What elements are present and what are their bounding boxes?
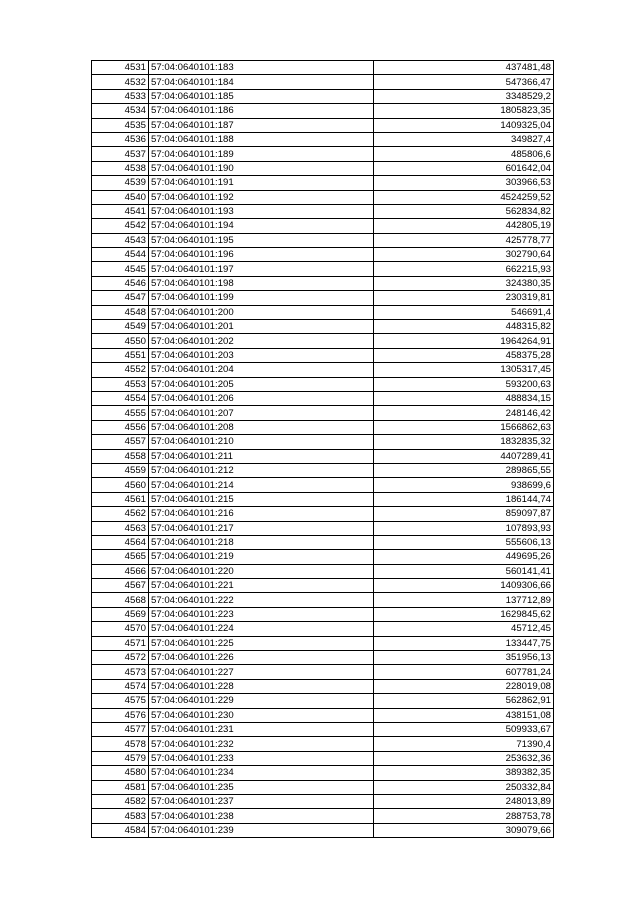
row-number-cell: 4561 [92, 492, 149, 506]
row-number-cell: 4542 [92, 219, 149, 233]
value-cell: 45712,45 [374, 622, 554, 636]
value-cell: 389382,35 [374, 766, 554, 780]
row-number-cell: 4548 [92, 305, 149, 319]
cadastral-number-cell: 57:04:0640101:194 [149, 219, 374, 233]
table-row [92, 89, 554, 103]
cadastral-number-cell: 57:04:0640101:217 [149, 521, 374, 535]
row-number-cell: 4578 [92, 737, 149, 751]
cadastral-number-cell: 57:04:0640101:235 [149, 780, 374, 794]
cadastral-number-cell: 57:04:0640101:198 [149, 276, 374, 290]
table-row [92, 823, 554, 837]
table-row [92, 636, 554, 650]
value-cell: 1805823,35 [374, 104, 554, 118]
value-cell: 547366,47 [374, 75, 554, 89]
value-cell: 1305317,45 [374, 363, 554, 377]
cadastral-number-cell: 57:04:0640101:203 [149, 348, 374, 362]
cadastral-number-cell: 57:04:0640101:195 [149, 233, 374, 247]
cadastral-number-cell: 57:04:0640101:214 [149, 478, 374, 492]
cadastral-number-cell: 57:04:0640101:191 [149, 176, 374, 190]
table-row [92, 593, 554, 607]
table-row [92, 190, 554, 204]
cadastral-number-cell: 57:04:0640101:200 [149, 305, 374, 319]
cadastral-number-cell: 57:04:0640101:189 [149, 147, 374, 161]
value-cell: 448315,82 [374, 320, 554, 334]
row-number-cell: 4545 [92, 262, 149, 276]
row-number-cell: 4547 [92, 291, 149, 305]
row-number-cell: 4575 [92, 694, 149, 708]
row-number-cell: 4569 [92, 607, 149, 621]
value-cell: 1629845,62 [374, 607, 554, 621]
cadastral-number-cell: 57:04:0640101:229 [149, 694, 374, 708]
value-cell: 349827,4 [374, 132, 554, 146]
value-cell: 107893,93 [374, 521, 554, 535]
row-number-cell: 4539 [92, 176, 149, 190]
row-number-cell: 4546 [92, 276, 149, 290]
cadastral-number-cell: 57:04:0640101:231 [149, 722, 374, 736]
cadastral-number-cell: 57:04:0640101:239 [149, 823, 374, 837]
table-row [92, 363, 554, 377]
cadastral-number-cell: 57:04:0640101:202 [149, 334, 374, 348]
value-cell: 662215,93 [374, 262, 554, 276]
table-row [92, 104, 554, 118]
table-row [92, 334, 554, 348]
value-cell: 324380,35 [374, 276, 554, 290]
table-row [92, 679, 554, 693]
value-cell: 485806,6 [374, 147, 554, 161]
row-number-cell: 4549 [92, 320, 149, 334]
row-number-cell: 4573 [92, 665, 149, 679]
table-row [92, 435, 554, 449]
row-number-cell: 4543 [92, 233, 149, 247]
value-cell: 309079,66 [374, 823, 554, 837]
value-cell: 560141,41 [374, 564, 554, 578]
row-number-cell: 4581 [92, 780, 149, 794]
row-number-cell: 4536 [92, 132, 149, 146]
row-number-cell: 4533 [92, 89, 149, 103]
row-number-cell: 4531 [92, 61, 149, 75]
table-row [92, 118, 554, 132]
value-cell: 425778,77 [374, 233, 554, 247]
cadastral-number-cell: 57:04:0640101:238 [149, 809, 374, 823]
value-cell: 859097,87 [374, 507, 554, 521]
value-cell: 607781,24 [374, 665, 554, 679]
value-cell: 186144,74 [374, 492, 554, 506]
cadastral-number-cell: 57:04:0640101:210 [149, 435, 374, 449]
table-row [92, 147, 554, 161]
table-row [92, 766, 554, 780]
table-row [92, 406, 554, 420]
table-row [92, 521, 554, 535]
table-row [92, 550, 554, 564]
cadastral-number-cell: 57:04:0640101:205 [149, 377, 374, 391]
cadastral-number-cell: 57:04:0640101:237 [149, 794, 374, 808]
cadastral-number-cell: 57:04:0640101:207 [149, 406, 374, 420]
table-row [92, 535, 554, 549]
row-number-cell: 4566 [92, 564, 149, 578]
table-row [92, 291, 554, 305]
row-number-cell: 4558 [92, 449, 149, 463]
table-row [92, 420, 554, 434]
value-cell: 3348529,2 [374, 89, 554, 103]
value-cell: 593200,63 [374, 377, 554, 391]
cadastral-number-cell: 57:04:0640101:228 [149, 679, 374, 693]
row-number-cell: 4564 [92, 535, 149, 549]
row-number-cell: 4579 [92, 751, 149, 765]
row-number-cell: 4535 [92, 118, 149, 132]
cadastral-number-cell: 57:04:0640101:212 [149, 463, 374, 477]
table-row [92, 176, 554, 190]
cadastral-number-cell: 57:04:0640101:224 [149, 622, 374, 636]
row-number-cell: 4538 [92, 161, 149, 175]
row-number-cell: 4557 [92, 435, 149, 449]
row-number-cell: 4537 [92, 147, 149, 161]
cadastral-number-cell: 57:04:0640101:187 [149, 118, 374, 132]
cadastral-number-cell: 57:04:0640101:185 [149, 89, 374, 103]
table-row [92, 61, 554, 75]
cadastral-number-cell: 57:04:0640101:230 [149, 708, 374, 722]
row-number-cell: 4584 [92, 823, 149, 837]
table-row [92, 579, 554, 593]
table-row [92, 305, 554, 319]
value-cell: 938699,6 [374, 478, 554, 492]
value-cell: 250332,84 [374, 780, 554, 794]
value-cell: 438151,08 [374, 708, 554, 722]
table-row [92, 276, 554, 290]
value-cell: 137712,89 [374, 593, 554, 607]
row-number-cell: 4567 [92, 579, 149, 593]
row-number-cell: 4552 [92, 363, 149, 377]
cadastral-number-cell: 57:04:0640101:183 [149, 61, 374, 75]
row-number-cell: 4560 [92, 478, 149, 492]
row-number-cell: 4551 [92, 348, 149, 362]
row-number-cell: 4555 [92, 406, 149, 420]
value-cell: 302790,64 [374, 248, 554, 262]
value-cell: 248013,89 [374, 794, 554, 808]
table-row [92, 204, 554, 218]
cadastral-number-cell: 57:04:0640101:218 [149, 535, 374, 549]
row-number-cell: 4582 [92, 794, 149, 808]
value-cell: 248146,42 [374, 406, 554, 420]
table-row [92, 751, 554, 765]
table-row [92, 809, 554, 823]
row-number-cell: 4570 [92, 622, 149, 636]
table-row [92, 694, 554, 708]
table-row [92, 377, 554, 391]
value-cell: 1409306,66 [374, 579, 554, 593]
value-cell: 509933,67 [374, 722, 554, 736]
row-number-cell: 4553 [92, 377, 149, 391]
row-number-cell: 4565 [92, 550, 149, 564]
cadastral-number-cell: 57:04:0640101:222 [149, 593, 374, 607]
value-cell: 449695,26 [374, 550, 554, 564]
row-number-cell: 4541 [92, 204, 149, 218]
table-row [92, 233, 554, 247]
row-number-cell: 4577 [92, 722, 149, 736]
value-cell: 1832835,32 [374, 435, 554, 449]
table-row [92, 794, 554, 808]
table-row [92, 348, 554, 362]
table-row [92, 132, 554, 146]
value-cell: 546691,4 [374, 305, 554, 319]
row-number-cell: 4540 [92, 190, 149, 204]
cadastral-number-cell: 57:04:0640101:199 [149, 291, 374, 305]
value-cell: 228019,08 [374, 679, 554, 693]
row-number-cell: 4572 [92, 651, 149, 665]
table-row [92, 708, 554, 722]
cadastral-number-cell: 57:04:0640101:193 [149, 204, 374, 218]
row-number-cell: 4534 [92, 104, 149, 118]
row-number-cell: 4568 [92, 593, 149, 607]
value-cell: 555606,13 [374, 535, 554, 549]
row-number-cell: 4562 [92, 507, 149, 521]
table-row [92, 737, 554, 751]
value-cell: 458375,28 [374, 348, 554, 362]
row-number-cell: 4556 [92, 420, 149, 434]
value-cell: 289865,55 [374, 463, 554, 477]
cadastral-number-cell: 57:04:0640101:220 [149, 564, 374, 578]
cadastral-number-cell: 57:04:0640101:233 [149, 751, 374, 765]
cadastral-number-cell: 57:04:0640101:206 [149, 391, 374, 405]
table-row [92, 262, 554, 276]
cadastral-number-cell: 57:04:0640101:186 [149, 104, 374, 118]
cadastral-number-cell: 57:04:0640101:208 [149, 420, 374, 434]
table-row [92, 564, 554, 578]
cadastral-number-cell: 57:04:0640101:197 [149, 262, 374, 276]
cadastral-number-cell: 57:04:0640101:221 [149, 579, 374, 593]
row-number-cell: 4550 [92, 334, 149, 348]
row-number-cell: 4571 [92, 636, 149, 650]
table-row [92, 320, 554, 334]
value-cell: 442805,19 [374, 219, 554, 233]
cadastral-value-table [91, 60, 554, 838]
value-cell: 4407289,41 [374, 449, 554, 463]
cadastral-number-cell: 57:04:0640101:184 [149, 75, 374, 89]
row-number-cell: 4574 [92, 679, 149, 693]
value-cell: 488834,15 [374, 391, 554, 405]
row-number-cell: 4580 [92, 766, 149, 780]
table-row [92, 161, 554, 175]
row-number-cell: 4576 [92, 708, 149, 722]
value-cell: 1566862,63 [374, 420, 554, 434]
value-cell: 303966,53 [374, 176, 554, 190]
table-row [92, 463, 554, 477]
value-cell: 71390,4 [374, 737, 554, 751]
row-number-cell: 4554 [92, 391, 149, 405]
table-row [92, 651, 554, 665]
cadastral-number-cell: 57:04:0640101:201 [149, 320, 374, 334]
table-row [92, 607, 554, 621]
row-number-cell: 4559 [92, 463, 149, 477]
table-row [92, 780, 554, 794]
table-row [92, 449, 554, 463]
value-cell: 1409325,04 [374, 118, 554, 132]
row-number-cell: 4563 [92, 521, 149, 535]
cadastral-number-cell: 57:04:0640101:223 [149, 607, 374, 621]
table-row [92, 507, 554, 521]
table-row [92, 622, 554, 636]
value-cell: 133447,75 [374, 636, 554, 650]
table-row [92, 722, 554, 736]
value-cell: 437481,48 [374, 61, 554, 75]
cadastral-number-cell: 57:04:0640101:225 [149, 636, 374, 650]
cadastral-number-cell: 57:04:0640101:215 [149, 492, 374, 506]
cadastral-number-cell: 57:04:0640101:219 [149, 550, 374, 564]
cadastral-number-cell: 57:04:0640101:196 [149, 248, 374, 262]
table-row [92, 665, 554, 679]
row-number-cell: 4544 [92, 248, 149, 262]
table-body [92, 61, 554, 838]
value-cell: 4524259,52 [374, 190, 554, 204]
cadastral-number-cell: 57:04:0640101:190 [149, 161, 374, 175]
value-cell: 562862,91 [374, 694, 554, 708]
value-cell: 1964264,91 [374, 334, 554, 348]
table-row [92, 492, 554, 506]
value-cell: 253632,36 [374, 751, 554, 765]
row-number-cell: 4583 [92, 809, 149, 823]
value-cell: 601642,04 [374, 161, 554, 175]
table-row [92, 391, 554, 405]
value-cell: 562834,82 [374, 204, 554, 218]
cadastral-number-cell: 57:04:0640101:211 [149, 449, 374, 463]
cadastral-number-cell: 57:04:0640101:204 [149, 363, 374, 377]
cadastral-number-cell: 57:04:0640101:232 [149, 737, 374, 751]
table-row [92, 75, 554, 89]
cadastral-number-cell: 57:04:0640101:216 [149, 507, 374, 521]
cadastral-number-cell: 57:04:0640101:192 [149, 190, 374, 204]
cadastral-number-cell: 57:04:0640101:226 [149, 651, 374, 665]
value-cell: 230319,81 [374, 291, 554, 305]
value-cell: 288753,78 [374, 809, 554, 823]
table-row [92, 248, 554, 262]
cadastral-number-cell: 57:04:0640101:188 [149, 132, 374, 146]
cadastral-number-cell: 57:04:0640101:234 [149, 766, 374, 780]
row-number-cell: 4532 [92, 75, 149, 89]
table-row [92, 478, 554, 492]
table-row [92, 219, 554, 233]
value-cell: 351956,13 [374, 651, 554, 665]
cadastral-number-cell: 57:04:0640101:227 [149, 665, 374, 679]
